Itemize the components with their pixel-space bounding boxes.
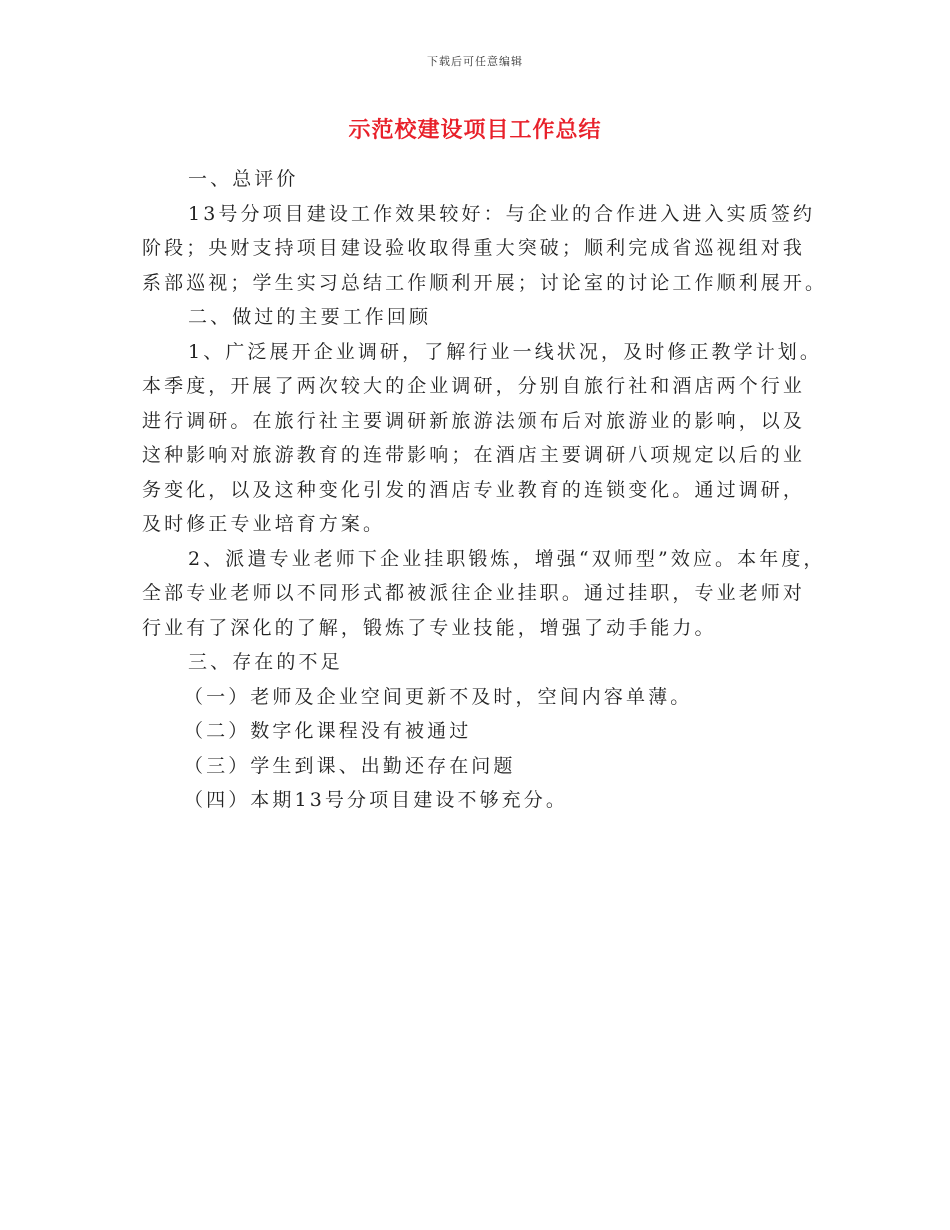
text-line: 13号分项目建设工作效果较好：与企业的合作进入进入实质签约 — [188, 202, 816, 225]
text-line: 行业有了深化的了解，锻炼了专业技能，增强了动手能力。 — [142, 616, 717, 639]
section-heading-3: 三、存在的不足 — [188, 651, 343, 673]
text-line: 2、派遣专业老师下企业挂职锻炼，增强“双师型”效应。本年度， — [188, 547, 826, 570]
list-item: （四）本期13号分项目建设不够充分。 — [184, 789, 568, 811]
paragraph-item-1 — [142, 335, 822, 542]
text-line: 全部专业老师以不同形式都被派往企业挂职。通过挂职，专业老师对 — [142, 582, 806, 604]
document-title: 示范校建设项目工作总结 — [348, 117, 602, 143]
text-line: 系部巡视；学生实习总结工作顺利开展；讨论室的讨论工作顺利展开。 — [142, 271, 828, 294]
paragraph-item-2 — [142, 542, 826, 646]
text-line: 阶段；央财支持项目建设验收取得重大突破；顺利完成省巡视组对我 — [142, 237, 806, 259]
text-line: 1、广泛展开企业调研，了解行业一线状况，及时修正教学计划。 — [188, 340, 822, 363]
text-line: 本季度，开展了两次较大的企业调研，分别自旅行社和酒店两个行业 — [142, 375, 806, 397]
text-line: 及时修正专业培育方案。 — [142, 513, 386, 535]
list-item: （一）老师及企业空间更新不及时，空间内容单薄。 — [184, 685, 693, 708]
list-item: （三）学生到课、出勤还存在问题 — [184, 754, 516, 777]
list-item: （二）数字化课程没有被通过 — [184, 720, 472, 742]
text-line: 进行调研。在旅行社主要调研新旅游法颁布后对旅游业的影响，以及 — [142, 409, 806, 432]
header-note: 下载后可任意编辑 — [427, 55, 523, 68]
text-line: 这种影响对旅游教育的连带影响；在酒店主要调研八项规定以后的业 — [142, 444, 806, 466]
section-heading-2: 二、做过的主要工作回顾 — [188, 306, 432, 328]
paragraph-summary — [142, 197, 828, 301]
text-line: 务变化，以及这种变化引发的酒店专业教育的连锁变化。通过调研， — [142, 478, 806, 501]
section-heading-1: 一、总评价 — [188, 168, 299, 190]
document-body — [142, 162, 828, 818]
